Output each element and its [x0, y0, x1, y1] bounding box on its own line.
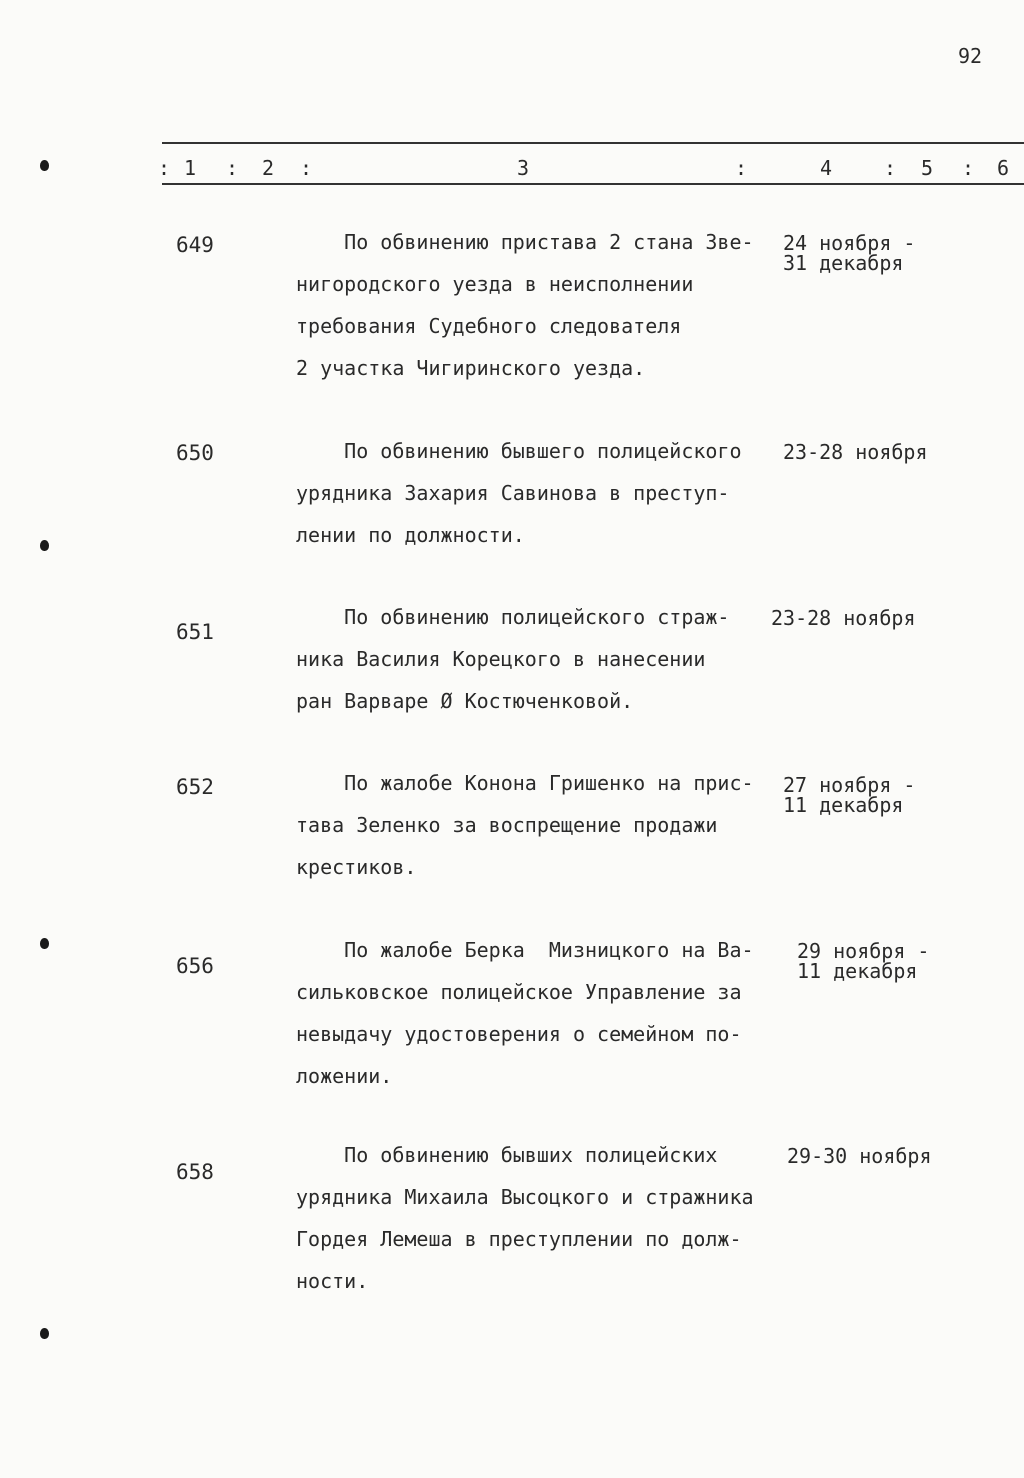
description-line: По обвинению бывших полицейских: [296, 1143, 718, 1167]
description-line: 2 участка Чигиринского уезда.: [296, 356, 646, 380]
entry-dates: 29 ноября - 11 декабря: [797, 939, 930, 983]
header-col-1: 1: [184, 156, 197, 180]
description-line: сильковское полицейское Управление за: [296, 980, 742, 1004]
description-line: ности.: [296, 1269, 369, 1293]
description-line: По обвинению пристава 2 стана Зве-: [296, 230, 754, 254]
entry-description: [296, 221, 754, 389]
header-col-6: 6: [997, 156, 1010, 180]
binding-mark: [40, 1328, 49, 1339]
description-line: ложении.: [296, 1064, 393, 1088]
entry-number: 652: [176, 775, 214, 799]
description-line: Гордея Лемеша в преступлении по долж-: [296, 1227, 742, 1251]
header-rule-top: [162, 142, 1024, 144]
entry-dates: 24 ноября - 31 декабря: [783, 231, 916, 275]
entry-number: 658: [176, 1160, 214, 1184]
entry-description: [296, 596, 729, 722]
description-line: урядника Захария Савинова в преступ-: [296, 481, 730, 505]
binding-mark: [40, 160, 49, 171]
entry-description: [296, 1134, 754, 1302]
description-line: По обвинению полицейского страж-: [296, 605, 730, 629]
binding-mark: [40, 938, 49, 949]
description-line: невыдачу удостоверения о семейном по-: [296, 1022, 742, 1046]
description-line: ника Василия Корецкого в нанесении: [296, 647, 706, 671]
entry-dates: 27 ноября - 11 декабря: [783, 773, 916, 817]
description-line: крестиков.: [296, 855, 417, 879]
description-line: нигородского уезда в неисполнении: [296, 272, 694, 296]
entry-description: [296, 929, 754, 1097]
header-separator: :: [158, 156, 171, 180]
header-separator: :: [884, 156, 897, 180]
entry-number: 650: [176, 441, 214, 465]
binding-mark: [40, 540, 49, 551]
header-separator: :: [962, 156, 975, 180]
entry-number: 651: [176, 620, 214, 644]
header-col-5: 5: [921, 156, 934, 180]
description-line: По жалобе Берка Мизницкого на Ва-: [296, 938, 754, 962]
header-separator: :: [300, 156, 313, 180]
header-col-2: 2: [262, 156, 275, 180]
page-number: 92: [958, 44, 983, 68]
entry-dates: 23-28 ноября: [771, 606, 916, 630]
header-separator: :: [735, 156, 748, 180]
description-line: тава Зеленко за воспрещение продажи: [296, 813, 718, 837]
description-line: ран Варваре Ø Костюченковой.: [296, 689, 634, 713]
entry-number: 649: [176, 233, 214, 257]
entry-number: 656: [176, 954, 214, 978]
description-line: По жалобе Конона Гришенко на прис-: [296, 771, 754, 795]
entry-description: [296, 430, 742, 556]
description-line: урядника Михаила Высоцкого и стражника: [296, 1185, 754, 1209]
description-line: требования Судебного следователя: [296, 314, 682, 338]
header-col-4: 4: [820, 156, 833, 180]
header-separator: :: [226, 156, 239, 180]
header-col-3: 3: [517, 156, 530, 180]
entry-dates: 23-28 ноября: [783, 440, 928, 464]
description-line: лении по должности.: [296, 523, 525, 547]
entry-description: [296, 762, 754, 888]
entry-dates: 29-30 ноября: [787, 1144, 932, 1168]
description-line: По обвинению бывшего полицейского: [296, 439, 742, 463]
header-rule-bottom: [162, 183, 1024, 185]
